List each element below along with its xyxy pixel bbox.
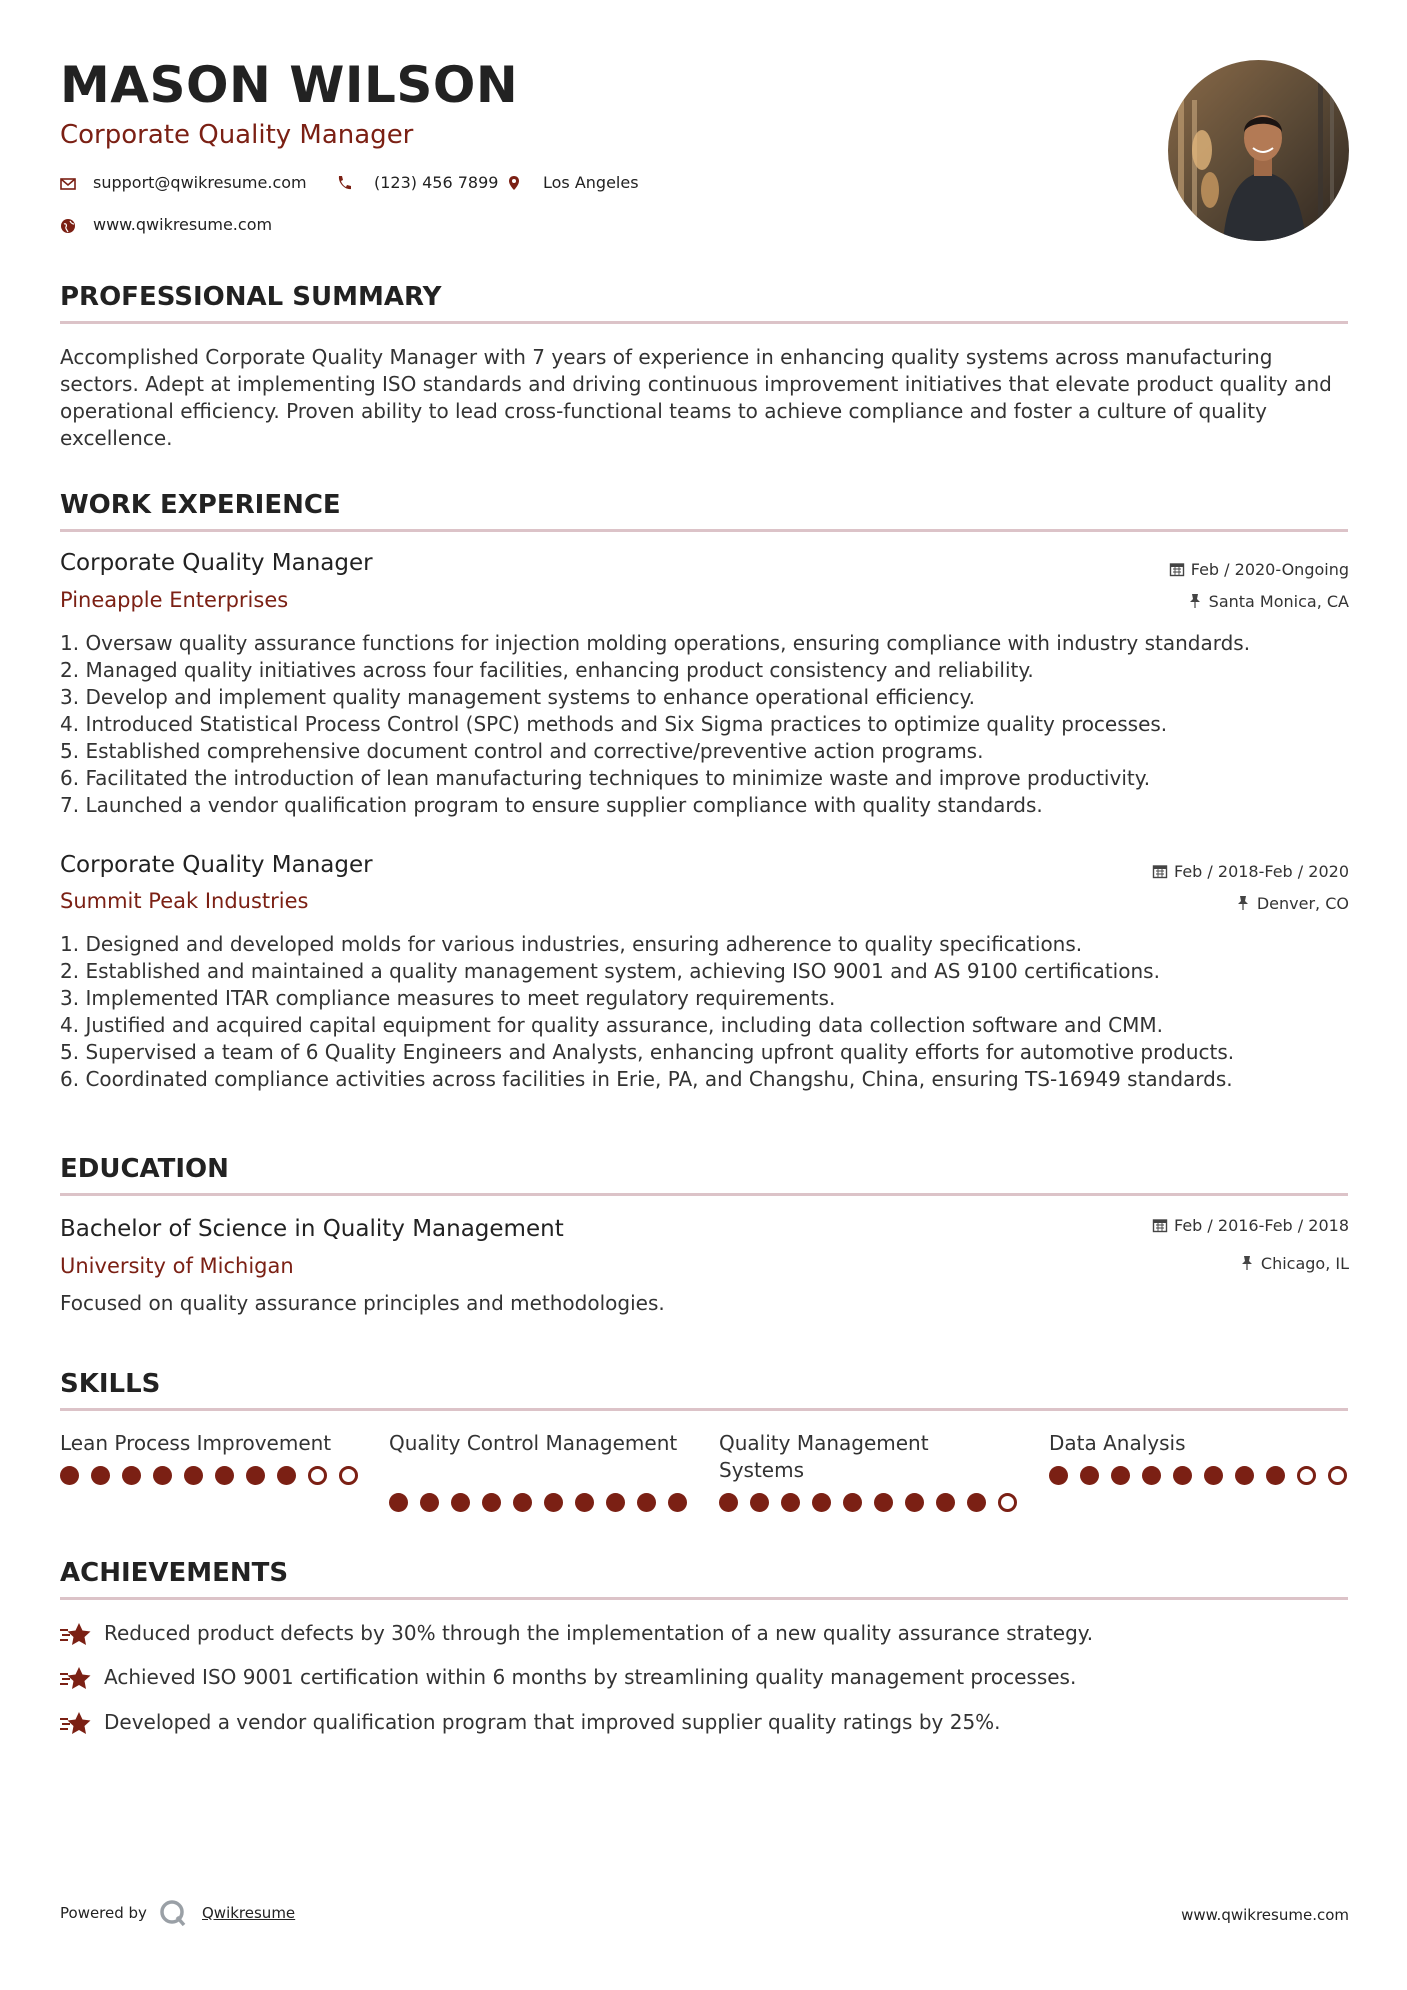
job-dates-text: Feb / 2020-Ongoing — [1190, 560, 1349, 579]
education-dates — [1152, 1216, 1349, 1235]
job-title: Corporate Quality Manager — [60, 550, 373, 576]
skill-dot-filled — [967, 1493, 986, 1512]
skill-dot-filled — [1266, 1466, 1285, 1485]
job-dates — [1152, 862, 1349, 881]
star-award-icon — [58, 1621, 92, 1649]
skill-dot-filled — [1204, 1466, 1223, 1485]
skill-dot-empty — [1297, 1466, 1316, 1485]
calendar-icon — [1169, 561, 1185, 577]
skill-dot-filled — [60, 1466, 79, 1485]
skill-dot-empty — [998, 1493, 1017, 1512]
section-divider — [60, 529, 1348, 532]
qwikresume-logo-icon — [158, 1898, 188, 1928]
school-name: University of Michigan — [60, 1254, 294, 1278]
skill-name: Quality Control Management — [389, 1431, 678, 1455]
skill-name: Lean Process Improvement — [60, 1431, 332, 1455]
location-text: Los Angeles — [543, 173, 639, 192]
skill-dot-filled — [750, 1493, 769, 1512]
job-location — [1235, 894, 1349, 913]
skill-dot-filled — [451, 1493, 470, 1512]
skill-dot-filled — [668, 1493, 687, 1512]
qwikresume-link[interactable]: Qwikresume — [202, 1904, 296, 1922]
achievement-item: Achieved ISO 9001 certification within 6 months by streamlining quality management processes. — [104, 1665, 1077, 1689]
calendar-icon — [1152, 1217, 1168, 1233]
list-item: 3. Develop and implement quality management systems to enhance operational efficiency. — [60, 685, 975, 709]
job-location-text: Santa Monica, CA — [1208, 592, 1349, 611]
summary-text: Accomplished Corporate Quality Manager with 7 years of experience in enhancing quality systems across manufacturing sectors. Adept at implementing ISO standards and driving continuous improvement initiatives that elevate product quality and operational efficiency. Proven ability to lead cross-functional teams to achieve compliance and foster a culture of quality excellence. — [60, 345, 1332, 450]
phone-icon — [336, 175, 352, 191]
skill-rating — [719, 1493, 1017, 1512]
skill-dot-filled — [153, 1466, 172, 1485]
list-item: 4. Justified and acquired capital equipment for quality assurance, including data collection software and CMM. — [60, 1013, 1163, 1037]
achievement-item: Developed a vendor qualification program that improved supplier quality ratings by 25%. — [104, 1710, 1001, 1734]
job-location-text: Denver, CO — [1256, 894, 1349, 913]
list-item: 2. Managed quality initiatives across four facilities, enhancing product consistency and reliability. — [60, 658, 1034, 682]
section-divider — [60, 1597, 1348, 1600]
job-dates — [1169, 560, 1349, 579]
skill-dot-filled — [812, 1493, 831, 1512]
skill-rating — [1049, 1466, 1347, 1485]
skill-rating — [389, 1493, 687, 1512]
skill-dot-filled — [606, 1493, 625, 1512]
skill-dot-filled — [1111, 1466, 1130, 1485]
skill-dot-filled — [246, 1466, 265, 1485]
education-location — [1239, 1254, 1349, 1273]
skill-dot-filled — [91, 1466, 110, 1485]
skill-dot-empty — [1328, 1466, 1347, 1485]
summary-heading: PROFESSIONAL SUMMARY — [60, 282, 442, 312]
globe-icon — [60, 218, 76, 234]
section-divider — [60, 321, 1348, 324]
candidate-name: MASON WILSON — [60, 56, 519, 114]
list-item: 5. Established comprehensive document control and corrective/preventive action programs. — [60, 739, 984, 763]
list-item: 2. Established and maintained a quality management system, achieving ISO 9001 and AS 9100 certifications. — [60, 959, 1160, 983]
skill-dot-filled — [420, 1493, 439, 1512]
skill-dot-filled — [905, 1493, 924, 1512]
phone-number: (123) 456 7899 — [374, 173, 499, 192]
skill-name: Data Analysis — [1049, 1431, 1186, 1455]
skill-dot-empty — [308, 1466, 327, 1485]
skill-dot-filled — [184, 1466, 203, 1485]
skill-dot-filled — [575, 1493, 594, 1512]
star-award-icon — [58, 1710, 92, 1738]
list-item: 5. Supervised a team of 6 Quality Engineers and Analysts, enhancing upfront quality efforts for automotive products. — [60, 1040, 1235, 1064]
list-item: 1. Designed and developed molds for various industries, ensuring adherence to quality specifications. — [60, 932, 1083, 956]
skill-dot-filled — [389, 1493, 408, 1512]
candidate-title: Corporate Quality Manager — [60, 120, 414, 150]
skill-dot-filled — [1142, 1466, 1161, 1485]
skill-dot-filled — [936, 1493, 955, 1512]
list-item: 3. Implemented ITAR compliance measures to meet regulatory requirements. — [60, 986, 836, 1010]
skill-dot-filled — [719, 1493, 738, 1512]
list-item: 1. Oversaw quality assurance functions for injection molding operations, ensuring compliance with industry standards. — [60, 631, 1251, 655]
pushpin-icon — [1239, 1255, 1255, 1271]
company-name: Summit Peak Industries — [60, 889, 309, 913]
education-heading: EDUCATION — [60, 1154, 229, 1184]
skill-dot-filled — [1173, 1466, 1192, 1485]
skill-dot-filled — [513, 1493, 532, 1512]
powered-by-label: Powered by — [60, 1904, 147, 1922]
achievements-heading: ACHIEVEMENTS — [60, 1558, 289, 1588]
skill-dot-filled — [637, 1493, 656, 1512]
job-responsibilities — [60, 630, 1350, 819]
skill-dot-filled — [277, 1466, 296, 1485]
skill-dot-filled — [122, 1466, 141, 1485]
achievement-item: Reduced product defects by 30% through the implementation of a new quality assurance strategy. — [104, 1621, 1094, 1645]
section-divider — [60, 1408, 1348, 1411]
list-item: 7. Launched a vendor qualification program to ensure supplier compliance with quality standards. — [60, 793, 1043, 817]
pushpin-icon — [1235, 895, 1251, 911]
job-responsibilities — [60, 931, 1350, 1093]
skill-dot-filled — [1080, 1466, 1099, 1485]
job-location — [1187, 592, 1349, 611]
website-link[interactable]: www.qwikresume.com — [93, 215, 273, 234]
location-pin-icon — [506, 175, 522, 191]
education-location-text: Chicago, IL — [1260, 1254, 1349, 1273]
email-icon — [60, 176, 76, 192]
skill-dot-filled — [781, 1493, 800, 1512]
profile-photo — [1168, 60, 1349, 241]
email-link[interactable]: support@qwikresume.com — [93, 173, 307, 192]
degree-title: Bachelor of Science in Quality Management — [60, 1216, 564, 1242]
skill-rating — [60, 1466, 358, 1485]
list-item: 6. Coordinated compliance activities across facilities in Erie, PA, and Changshu, China, ensuring TS-16949 standards. — [60, 1067, 1233, 1091]
calendar-icon — [1152, 863, 1168, 879]
section-divider — [60, 1193, 1348, 1196]
education-dates-text: Feb / 2016-Feb / 2018 — [1174, 1216, 1349, 1235]
star-award-icon — [58, 1665, 92, 1693]
skill-dot-filled — [482, 1493, 501, 1512]
skill-name: Quality Management Systems — [719, 1431, 929, 1482]
skill-dot-filled — [874, 1493, 893, 1512]
education-description: Focused on quality assurance principles and methodologies. — [60, 1291, 665, 1315]
list-item: 4. Introduced Statistical Process Control (SPC) methods and Six Sigma practices to optimize quality processes. — [60, 712, 1168, 736]
list-item: 6. Facilitated the introduction of lean manufacturing techniques to minimize waste and improve productivity. — [60, 766, 1151, 790]
pushpin-icon — [1187, 593, 1203, 609]
skill-dot-filled — [1049, 1466, 1068, 1485]
skills-heading: SKILLS — [60, 1369, 161, 1399]
skill-dot-filled — [215, 1466, 234, 1485]
experience-heading: WORK EXPERIENCE — [60, 490, 341, 520]
job-dates-text: Feb / 2018-Feb / 2020 — [1174, 862, 1349, 881]
skill-dot-filled — [1235, 1466, 1254, 1485]
footer-website-link[interactable]: www.qwikresume.com — [1181, 1906, 1349, 1924]
skill-dot-filled — [843, 1493, 862, 1512]
skill-dot-empty — [339, 1466, 358, 1485]
job-title: Corporate Quality Manager — [60, 852, 373, 878]
company-name: Pineapple Enterprises — [60, 588, 289, 612]
skill-dot-filled — [544, 1493, 563, 1512]
